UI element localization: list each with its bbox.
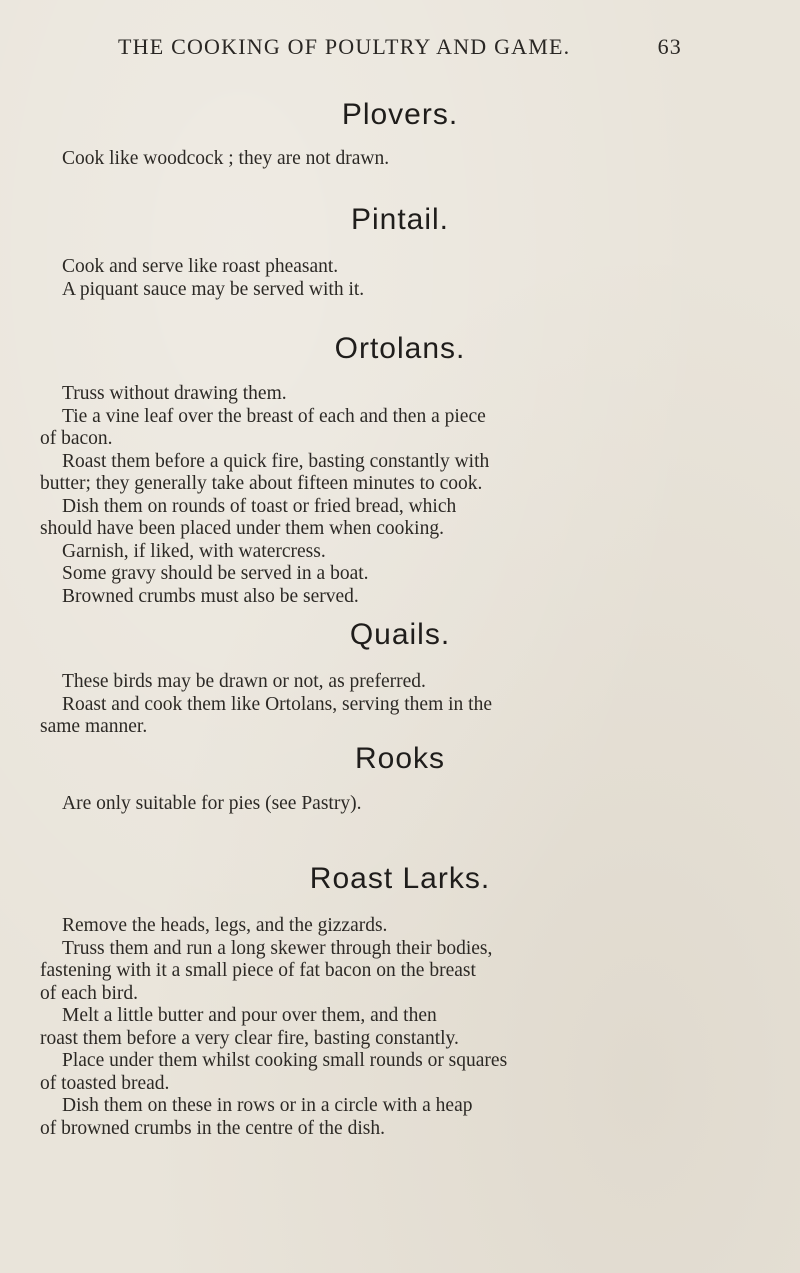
text-line: Browned crumbs must also be served.	[62, 585, 359, 607]
text-line: Tie a vine leaf over the breast of each and then a piece	[62, 405, 486, 427]
paragraph-plovers	[62, 148, 762, 171]
text-line: Dish them on rounds of toast or fried bread, which	[62, 495, 457, 517]
text-line: A piquant sauce may be served with it.	[62, 278, 365, 300]
text-line: Cook like woodcock ; they are not drawn.	[62, 148, 390, 169]
heading-pintail: Pintail.	[350, 203, 450, 236]
text-line: of toasted bread.	[40, 1072, 170, 1094]
text-line: Cook and serve like roast pheasant.	[62, 256, 339, 277]
text-line: of each bird.	[40, 982, 138, 1004]
text-line: Some gravy should be served in a boat.	[62, 563, 369, 584]
paragraph-roast-larks	[40, 915, 762, 1140]
text-line: Roast and cook them like Ortolans, serving them in the	[62, 693, 492, 715]
text-line: Dish them on these in rows or in a circle with a heap	[62, 1095, 473, 1116]
heading-roast-larks: Roast Larks.	[309, 862, 491, 895]
heading-ortolans: Ortolans.	[334, 332, 466, 365]
text-line: These birds may be drawn or not, as preferred.	[62, 671, 426, 692]
heading-quails: Quails.	[349, 618, 451, 651]
text-line: Place under them whilst cooking small rounds or squares	[62, 1050, 508, 1071]
paragraph-pintail	[62, 256, 762, 301]
paragraph-quails	[40, 671, 762, 739]
running-head	[118, 34, 682, 60]
text-line: fastening with it a small piece of fat bacon on the breast	[40, 960, 476, 981]
text-line: of bacon.	[40, 428, 113, 449]
text-line: roast them before a very clear fire, basting constantly.	[40, 1027, 459, 1049]
text-line: Melt a little butter and pour over them, and then	[62, 1005, 437, 1026]
text-line: Truss without drawing them.	[62, 383, 287, 404]
text-line: Remove the heads, legs, and the gizzards.	[62, 915, 388, 936]
page-number: 63	[657, 34, 682, 59]
text-line: same manner.	[40, 716, 148, 737]
text-line: Garnish, if liked, with watercress.	[62, 540, 326, 562]
text-line: Truss them and run a long skewer through their bodies,	[62, 937, 493, 959]
text-line: butter; they generally take about fifteen minutes to cook.	[40, 473, 483, 494]
paragraph-rooks	[62, 793, 762, 816]
running-head-title: THE COOKING OF POULTRY AND GAME.	[118, 34, 571, 59]
text-line: Roast them before a quick fire, basting constantly with	[62, 450, 490, 472]
heading-rooks: Rooks	[354, 742, 446, 775]
paragraph-ortolans	[40, 383, 762, 608]
text-line: Are only suitable for pies (see Pastry).	[62, 793, 362, 814]
text-line: should have been placed under them when cooking.	[40, 518, 444, 539]
heading-plovers: Plovers.	[341, 98, 459, 131]
text-line: of browned crumbs in the centre of the dish.	[40, 1117, 385, 1139]
